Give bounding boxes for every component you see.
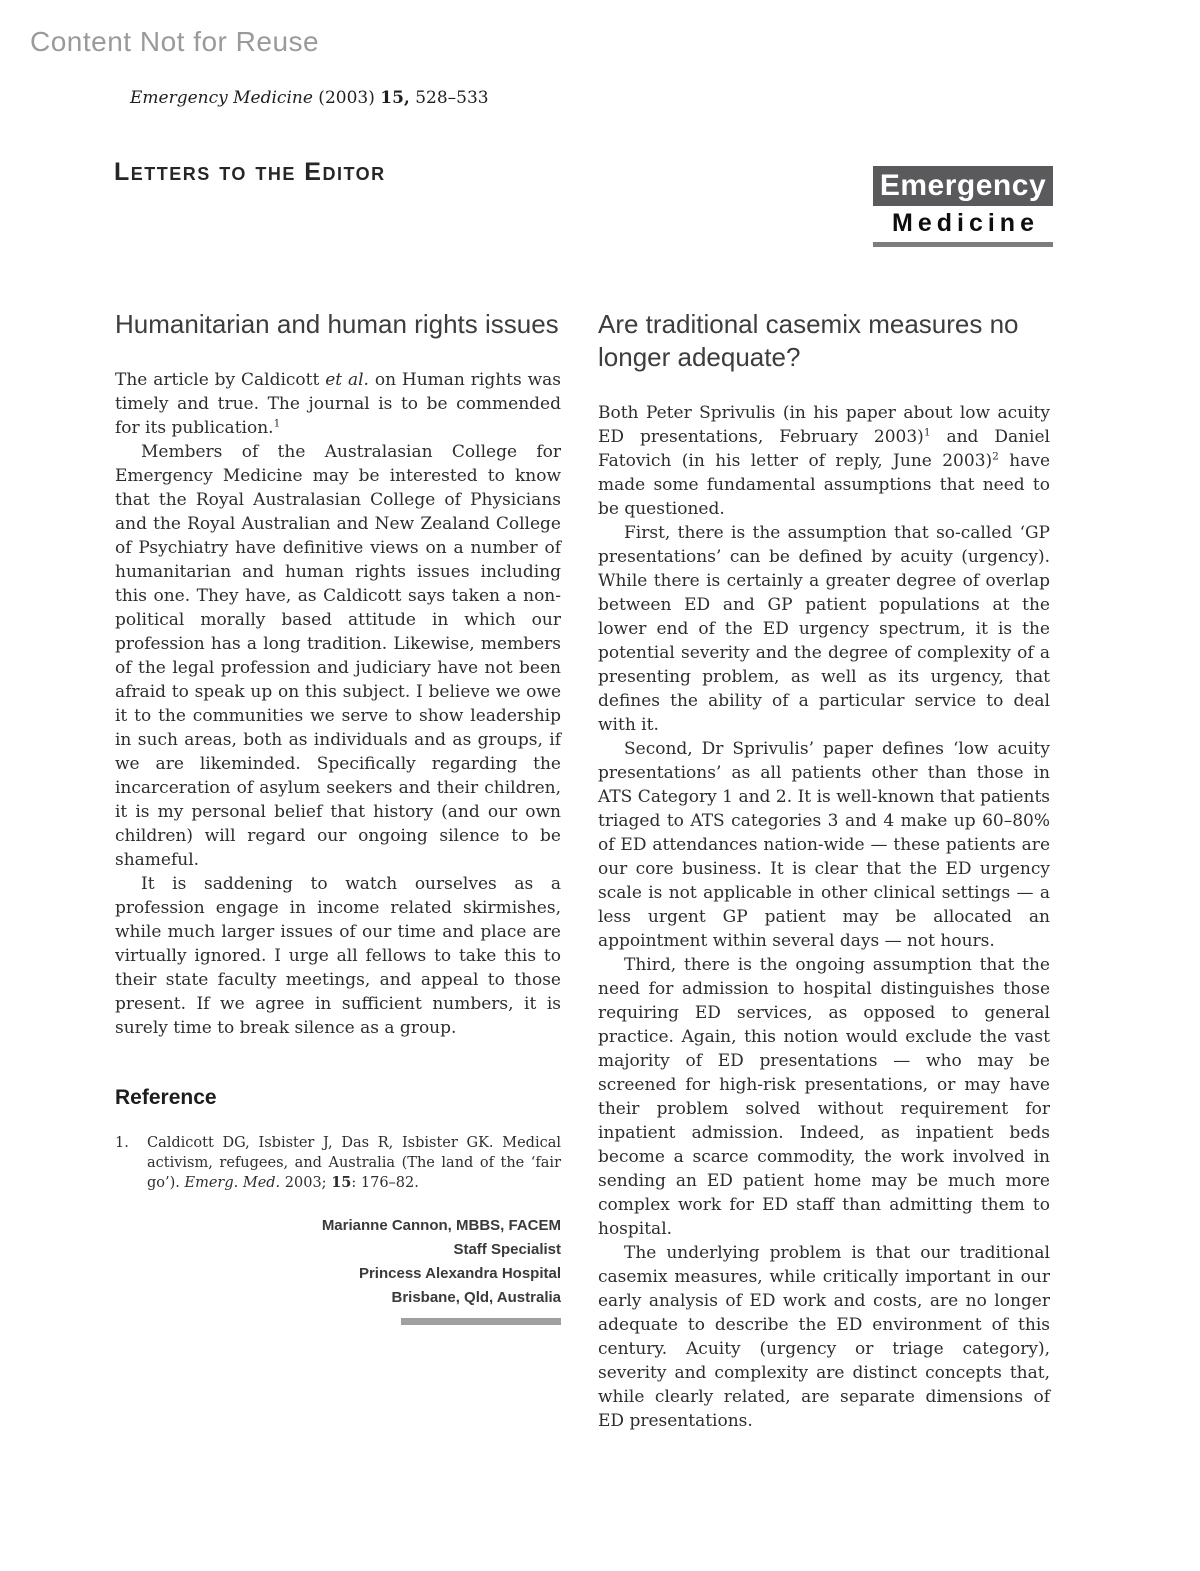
text-segment: have made some fundamental assumptions that need to be questioned. [598, 451, 1050, 519]
watermark-text: Content Not for Reuse [30, 26, 320, 57]
journal-citation [130, 88, 489, 108]
text-segment: Second, Dr Sprivulis’ paper defines ‘low acuity presentations’ as all patients other than those in ATS Category 1 and 2. It is well-known that patients triaged to ATS categories 3 and 4 make up 60–80% of ED attendances nation-wide — these patients are our core business. It is clear that the ED urgency scale is not applicable in other clinical settings — a less urgent GP patient may be allocated an appointment within several days — not hours. [598, 739, 1050, 951]
logo-medicine-text: Medicine [892, 209, 1039, 237]
body-paragraph [115, 440, 561, 872]
superscript-reference: 1 [273, 417, 281, 430]
body-paragraph [115, 872, 561, 1040]
text-segment: The underlying problem is that our traditional casemix measures, while critically important in our early analysis of ED work and costs, are no longer adequate to describe the ED environment of this century. Acuity (urgency or triage category), severity and complexity are distinct concepts that, while clearly related, are separate dimensions of ED presentations. [598, 1243, 1050, 1431]
body-paragraph [598, 521, 1050, 737]
text-segment: Emergency Medicine [130, 88, 313, 108]
reference-text [147, 1134, 561, 1194]
signature-line: Brisbane, Qld, Australia [391, 1288, 561, 1306]
text-segment: Members of the Australasian College for Emergency Medicine may be interested to know that the Royal Australasian College of Physicians and the Royal Australian and New Zealand College of Psychiatry have definitive views on a number of humanitarian and human rights issues including this one. They have, as Caldicott says taken a non-political morally based attitude in which our profession has a long tradition. Likewise, members of the legal profession and judiciary have not been afraid to speak up on this subject. I believe we owe it to the communities we serve to show leadership in such areas, both as individuals and as groups, if we are likeminded. Specifically regarding the incarceration of asylum seekers and their children, it is my personal belief that history (and our own children) will regard our ongoing silence to be shameful. [115, 442, 561, 870]
text-segment: It is saddening to watch ourselves as a profession engage in income related skirmishes, while much larger issues of our time and place are virtually ignored. I urge all fellows to take this to their state faculty meetings, and appeal to those present. If we agree in sufficient numbers, it is surely time to break silence as a group. [115, 874, 561, 1038]
text-segment: (2003) [312, 88, 381, 108]
right-letter-title: Are traditional casemix measures no longer adequate? [598, 309, 1019, 372]
reference-number: 1. [115, 1135, 129, 1151]
body-paragraph [598, 401, 1050, 521]
right-letter-body [598, 401, 1050, 1433]
text-segment: and Daniel Fatovich (in his letter of reply, June 2003) [598, 427, 1050, 471]
right-letter [598, 308, 1050, 1433]
text-segment: on Human rights was timely and true. The journal is to be commended for its publication. [115, 370, 561, 438]
body-paragraph [115, 368, 561, 440]
body-paragraph [598, 737, 1050, 953]
logo-underline [873, 242, 1053, 247]
signature-line: Marianne Cannon, MBBS, FACEM [321, 1216, 561, 1234]
superscript-reference: 1 [923, 426, 931, 439]
signature-line: Staff Specialist [453, 1240, 561, 1258]
logo-emergency-text: Emergency [873, 166, 1053, 206]
journal-logo [873, 166, 1053, 247]
reference-item [115, 1134, 561, 1194]
signature-line: Princess Alexandra Hospital [358, 1264, 561, 1282]
left-letter-body [115, 368, 561, 1040]
text-segment: 2003; [280, 1175, 332, 1191]
text-segment: 15, [380, 88, 410, 108]
text-segment: 528–533 [409, 88, 489, 108]
text-segment: First, there is the assumption that so-called ‘GP presentations’ can be defined by acuity (urgency). While there is certainly a greater degree of overlap between ED and GP patient populations at the lower end of the ED urgency spectrum, it is the potential severity and the degree of complexity of a presenting problem, as well as its urgency, that defines the ability of a particular service to deal with it. [598, 523, 1050, 735]
section-heading: Letters to the Editor [114, 158, 386, 186]
body-paragraph [598, 1241, 1050, 1433]
left-letter [115, 308, 561, 1325]
author-signature [115, 1214, 561, 1310]
reference-heading: Reference [115, 1086, 217, 1109]
signature-divider [401, 1318, 561, 1325]
superscript-reference: 2 [992, 450, 999, 463]
text-segment: The article by Caldicott [115, 370, 326, 390]
text-segment: : 176–82. [351, 1175, 419, 1191]
text-segment: 15 [331, 1174, 352, 1191]
text-segment: Both Peter Sprivulis (in his paper about low acuity ED presentations, February 2003) [598, 403, 1050, 447]
text-segment: Caldicott DG, Isbister J, Das R, Isbister GK. Medical activism, refugees, and Australia (The land of the ‘fair go’). [147, 1135, 561, 1191]
text-segment: Third, there is the ongoing assumption that the need for admission to hospital distinguishes those requiring ED services, as opposed to general practice. Again, this notion would exclude the vast majority of ED presentations — who may be screened for high-risk presentations, or may have their problem solved without requirement for inpatient admission. Indeed, as inpatient beds become a scarce commodity, the work involved in sending an ED patient home may be much more complex work for ED staff than admitting them to hospital. [598, 955, 1050, 1239]
text-segment: Emerg. Med. [184, 1175, 281, 1191]
text-segment: et al. [325, 370, 369, 390]
body-paragraph [598, 953, 1050, 1241]
left-letter-title: Humanitarian and human rights issues [115, 309, 559, 339]
